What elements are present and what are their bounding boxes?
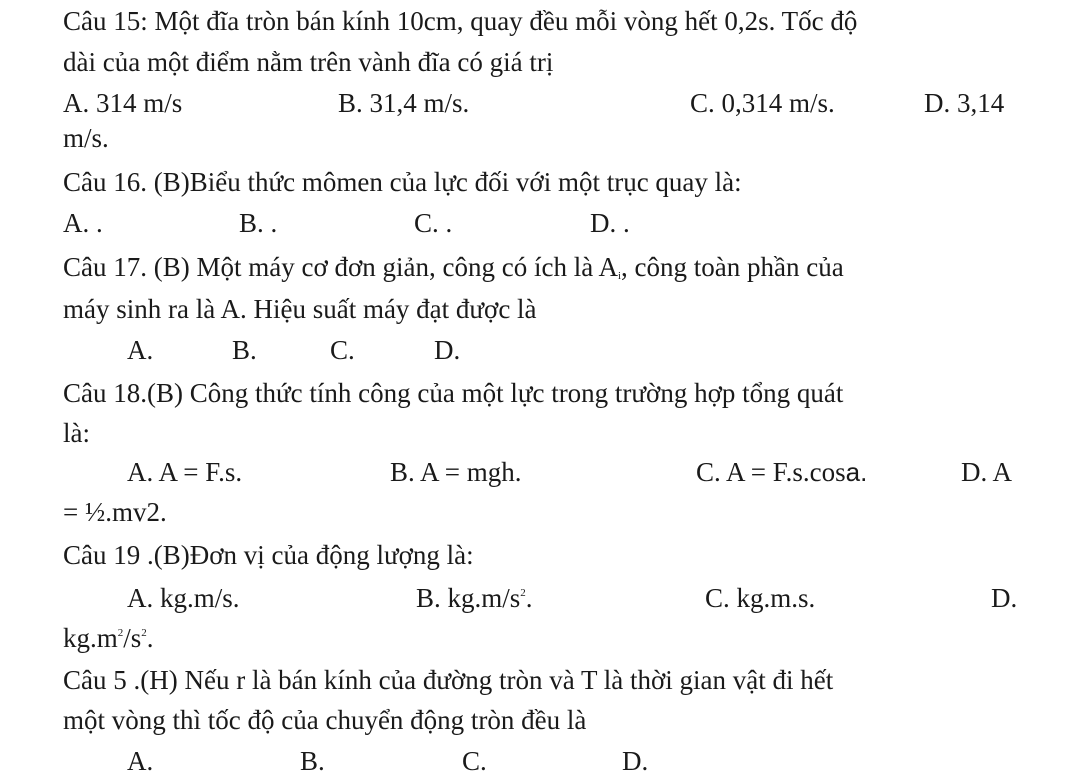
option-b: B. A = mgh. [390, 457, 522, 487]
question-text: Câu 15: Một đĩa tròn bán kính 10cm, quay đều mỗi vòng hết 0,2s. Tốc độ [63, 6, 858, 36]
question-text: là: [63, 418, 90, 448]
option-a: A. [127, 335, 154, 365]
option-b: B. $kg.m/s^2$. [416, 583, 533, 613]
option-c: C. A = F.s.cosa. [696, 457, 868, 487]
option-d: D. . [590, 208, 630, 238]
option-b: B. . [239, 208, 278, 238]
option-d: D. A [961, 457, 1013, 487]
question-text: dài của một điểm nằm trên vành đĩa có giá trị [63, 47, 554, 77]
question-text: Câu 16. (B)Biểu thức mômen của lực đối với một trục quay là: [63, 167, 742, 197]
option-a: A. kg.m/s. [127, 583, 240, 613]
option-d: D. [434, 335, 461, 365]
option-c: C. [330, 335, 355, 365]
option-d-wrap: = ½.mv2. [63, 497, 167, 527]
option-d-wrap: m/s. [63, 123, 109, 153]
question-text: Câu 18.(B) Công thức tính công của một lực trong trường hợp tổng quát [63, 378, 844, 408]
option-a: A. . [63, 208, 103, 238]
question-text: một vòng thì tốc độ của chuyển động tròn đều là [63, 705, 587, 735]
option-c: C. kg.m.s. [705, 583, 816, 613]
option-c: C. . [414, 208, 453, 238]
option-b: B. [232, 335, 257, 365]
option-d-wrap: $kg.m^2/s^2$. [63, 623, 154, 653]
question-text: Câu 19 .(B)Đơn vị của động lượng là: [63, 540, 474, 570]
option-c: C. 0,314 m/s. [690, 88, 835, 118]
question-text: máy sinh ra là A. Hiệu suất máy đạt được là [63, 294, 537, 324]
option-b: B. [300, 746, 325, 776]
option-d: D. [622, 746, 649, 776]
option-a: A. [127, 746, 154, 776]
question-text: Câu 5 .(H) Nếu r là bán kính của đường tròn và T là thời gian vật đi hết [63, 665, 834, 695]
option-d: D. [991, 583, 1018, 613]
option-a: A. A = F.s. [127, 457, 243, 487]
option-b: B. 31,4 m/s. [338, 88, 470, 118]
option-c: C. [462, 746, 487, 776]
option-a: A. 314 m/s [63, 88, 183, 118]
question-text: Câu 17. (B) Một máy cơ đơn giản, công có ích là $A_i$, công toàn phần của [63, 252, 844, 282]
option-d: D. 3,14 [924, 88, 1005, 118]
